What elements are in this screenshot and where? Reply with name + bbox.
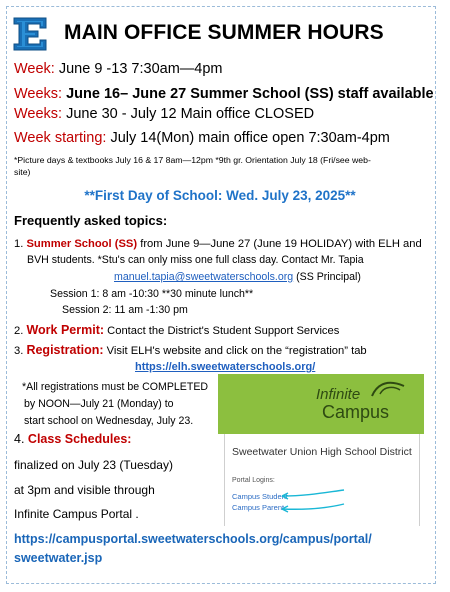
portal-logins-label: Portal Logins: bbox=[232, 477, 275, 484]
page-title: MAIN OFFICE SUMMER HOURS bbox=[64, 21, 384, 44]
item-number: 4. bbox=[14, 432, 25, 446]
schedule-line-3: Infinite Campus Portal . bbox=[14, 507, 139, 521]
infinite-campus-header bbox=[218, 374, 424, 434]
item-text: from June 9—June 27 (June 19 HOLIDAY) with ELH and bbox=[137, 238, 422, 250]
item-label: Registration: bbox=[26, 343, 104, 357]
summer-school-email-line bbox=[114, 271, 361, 283]
session-1: Session 1: 8 am -10:30 **30 minute lunch** bbox=[50, 288, 254, 300]
campus-portal-url-line1[interactable]: https://campusportal.sweetwaterschools.org/campus/portal/ bbox=[14, 532, 372, 546]
infinite-brand-text: Infinite bbox=[316, 386, 361, 403]
campus-brand-text: Campus bbox=[322, 402, 390, 422]
district-name: Sweetwater Union High School District bbox=[232, 446, 412, 458]
item-work-permit bbox=[14, 323, 339, 337]
week-line-3 bbox=[14, 106, 314, 122]
note-line: *All registrations must be COMPLETED bbox=[22, 381, 209, 393]
campus-portal-url-line2[interactable]: sweetwater.jsp bbox=[14, 551, 103, 565]
item-text: Visit ELH's website and click on the “registration” tab bbox=[103, 345, 367, 357]
campus-parent-link[interactable]: Campus Parent bbox=[232, 503, 285, 512]
summer-school-email-link[interactable]: manuel.tapia@sweetwaterschools.org bbox=[114, 271, 294, 283]
note-line: start school on Wednesday, July 23. bbox=[24, 415, 194, 427]
week-label: Week: bbox=[14, 61, 55, 77]
campus-student-link[interactable]: Campus Student bbox=[232, 492, 288, 501]
week-label: Weeks: bbox=[14, 106, 63, 122]
week-label: Weeks: bbox=[14, 86, 63, 102]
registration-note bbox=[22, 379, 208, 430]
email-suffix: (SS Principal) bbox=[293, 271, 361, 283]
schedule-line-1: finalized on July 23 (Tuesday) bbox=[14, 458, 173, 472]
faq-heading: Frequently asked topics: bbox=[14, 213, 168, 228]
item-number: 2. bbox=[14, 325, 24, 337]
item-number: 1. bbox=[14, 238, 24, 250]
note-line: by NOON—July 21 (Monday) to bbox=[24, 398, 174, 410]
schedule-line-2: at 3pm and visible through bbox=[14, 483, 155, 497]
week-text: June 9 -13 7:30am—4pm bbox=[54, 61, 223, 77]
week-line-1 bbox=[14, 61, 223, 77]
item-label: Work Permit: bbox=[26, 323, 105, 337]
infinite-campus-image bbox=[218, 374, 424, 528]
item-class-schedules bbox=[14, 432, 131, 446]
item-summer-school-line2: BVH students. *Stu's can only miss one full class day. Contact Mr. Tapia bbox=[27, 254, 364, 266]
item-number: 3. bbox=[14, 345, 24, 357]
session-2: Session 2: 11 am -1:30 pm bbox=[62, 304, 188, 316]
note-line: site) bbox=[14, 167, 31, 177]
first-day-banner: **First Day of School: Wed. July 23, 2025** bbox=[84, 188, 356, 203]
week-text: July 14(Mon) main office open 7:30am-4pm bbox=[106, 130, 390, 146]
week-line-2 bbox=[14, 86, 434, 102]
registration-link[interactable] bbox=[135, 361, 315, 373]
school-logo-e bbox=[12, 14, 48, 54]
item-registration bbox=[14, 343, 367, 357]
item-label: Class Schedules: bbox=[27, 432, 132, 446]
week-text: June 30 - July 12 Main office CLOSED bbox=[62, 106, 315, 122]
arrow-annotations-icon bbox=[278, 486, 348, 520]
picture-day-note bbox=[14, 154, 371, 178]
week-line-4 bbox=[14, 130, 390, 146]
swirl-logo-icon bbox=[368, 378, 408, 400]
item-label: Summer School (SS) bbox=[26, 238, 138, 250]
registration-url[interactable]: https://elh.sweetwaterschools.org/ bbox=[135, 361, 316, 373]
week-text: June 16– June 27 Summer School (SS) staff available bbox=[62, 86, 434, 102]
item-summer-school bbox=[14, 238, 422, 250]
note-line: *Picture days & textbooks July 16 & 17 8am—12pm *9th gr. Orientation July 18 (Fri/see web- bbox=[14, 155, 371, 165]
item-text: Contact the District's Student Support Services bbox=[104, 325, 340, 337]
week-label: Week starting: bbox=[14, 130, 107, 146]
